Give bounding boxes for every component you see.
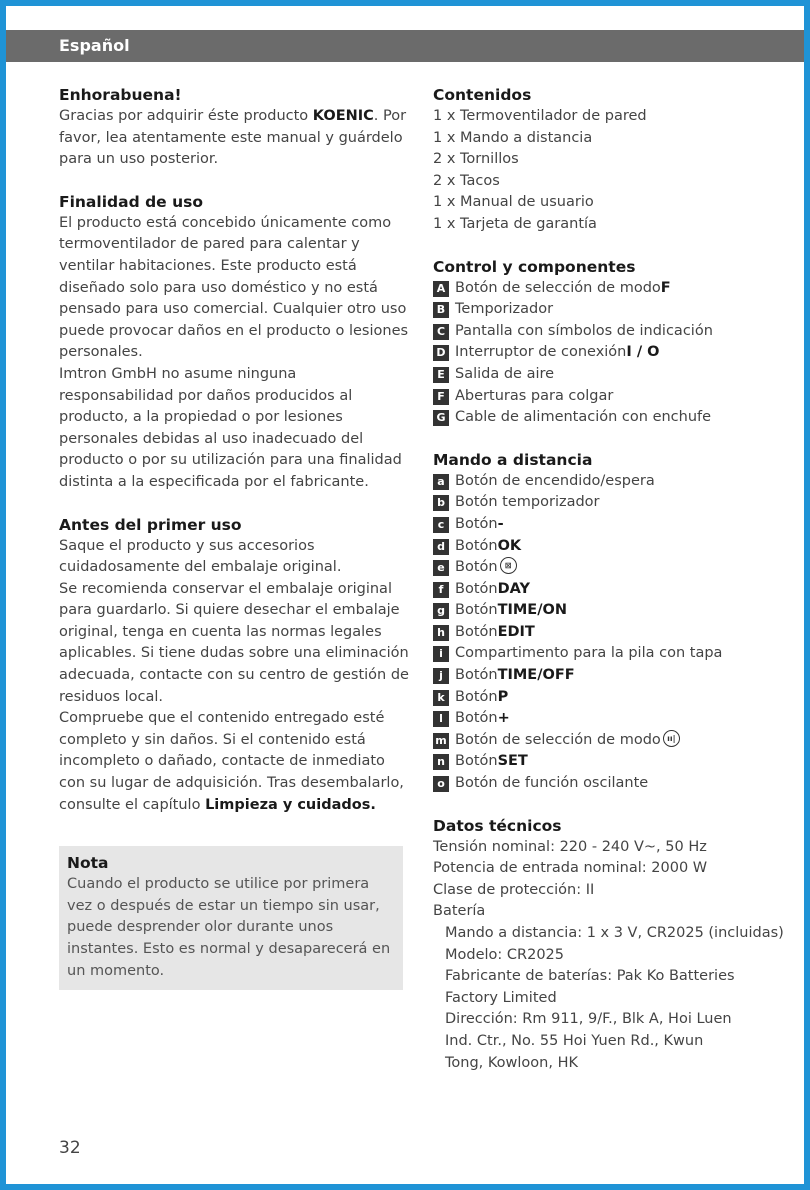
key-badge: k (433, 690, 449, 706)
key-badge: e (433, 560, 449, 576)
before-use-title: Antes del primer uso (59, 515, 242, 534)
cleaning-chapter-ref: Limpieza y cuidados. (205, 796, 376, 813)
purpose-section (59, 191, 409, 494)
key-badge: d (433, 539, 449, 555)
battery-line: Dirección: Rm 911, 9/F., Blk A, Hoi Luen Ind. Ctr., No. 55 Hoi Yuen Rd., Kwun Tong, Kowloon, HK (445, 1011, 732, 1071)
key-badge: c (433, 517, 449, 533)
manual-page (6, 6, 804, 1184)
control-item: F Aberturas para colgar (433, 386, 798, 408)
right-column (433, 84, 798, 1074)
contents-item: 2 x Tacos (433, 172, 500, 189)
contents-item: 2 x Tornillos (433, 151, 519, 168)
remote-section (433, 449, 798, 795)
tech-line: Batería (433, 903, 486, 920)
before-use-paragraph-2: Se recomienda conservar el embalaje original para guardarlo. Si quiere desechar el embalaje original, tenga en cuenta las normas legales aplicables. Si tiene dudas sobre una eliminación adecuada, contacte con su centro de gestión de residuos local. (59, 580, 409, 705)
key-badge: o (433, 776, 449, 792)
controls-title: Control y componentes (433, 257, 636, 276)
key-badge: a (433, 474, 449, 490)
key-badge: g (433, 603, 449, 619)
key-badge: l (433, 711, 449, 727)
timer-symbol-icon: ⊠ (500, 557, 517, 574)
key-badge: f (433, 582, 449, 598)
remote-item: j Botón TIME/OFF (433, 665, 798, 687)
congrats-text: Gracias por adquirir éste producto KOENIC. Por favor, lea atentamente este manual y guárdelo para un uso posterior. (59, 108, 407, 168)
key-badge: B (433, 302, 449, 318)
fan-level-symbol-icon: ıı| (663, 730, 680, 747)
contents-item: 1 x Termoventilador de pared (433, 108, 647, 124)
remote-item: m Botón de selección de modo ıı| (433, 730, 798, 752)
before-use-paragraph-1: Saque el producto y sus accesorios cuidadosamente del embalaje original. (59, 537, 342, 576)
tech-line: Potencia de entrada nominal: 2000 W (433, 860, 708, 877)
contents-item: 1 x Tarjeta de garantía (433, 215, 597, 232)
congrats-section (59, 84, 409, 171)
contents-section (433, 84, 798, 236)
contents-title: Contenidos (433, 86, 532, 104)
remote-item: f Botón DAY (433, 579, 798, 601)
key-badge: j (433, 668, 449, 684)
control-item: B Temporizador (433, 299, 798, 321)
left-column (59, 84, 409, 990)
remote-item: o Botón de función oscilante (433, 773, 798, 795)
remote-item: a Botón de encendido/espera (433, 471, 798, 493)
language-header: Español (6, 30, 804, 62)
congrats-title: Enhorabuena! (59, 86, 182, 104)
liability-paragraph: Imtron GmbH no asume ninguna responsabilidad por daños producidos al producto, a la propiedad o por lesiones personales debidas al uso inadecuado del producto o por su utilización para una finalidad distinta a la especificada por el fabricante. (59, 365, 402, 490)
key-badge: m (433, 733, 449, 749)
remote-item: h Botón EDIT (433, 622, 798, 644)
remote-item: c Botón - (433, 514, 798, 536)
before-use-paragraph-3: Compruebe que el contenido entregado esté completo y sin daños. Si el contenido está incompleto o dañado, contacte de inmediato con su lugar de adquisición. Tras desembalarlo, consulte el capítulo Limpieza y cuidados. (59, 710, 404, 813)
note-title: Nota (67, 854, 109, 873)
note-text: Cuando el producto se utilice por primera vez o después de estar un tiempo sin usar, puede desprender olor durante unos instantes. Esto es normal y desaparecerá en un momento. (67, 876, 391, 979)
key-badge: A (433, 281, 449, 297)
remote-item: i Compartimento para la pila con tapa (433, 643, 798, 665)
tech-line: Tensión nominal: 220 - 240 V~, 50 Hz (433, 838, 707, 855)
page-number: 32 (59, 1138, 81, 1158)
key-badge: E (433, 367, 449, 383)
remote-item: g Botón TIME/ON (433, 600, 798, 622)
control-item: A Botón de selección de modo F (433, 278, 798, 300)
key-badge: b (433, 495, 449, 511)
remote-item: k Botón P (433, 687, 798, 709)
remote-item: b Botón temporizador (433, 492, 798, 514)
tech-title: Datos técnicos (433, 816, 562, 835)
remote-item: n Botón SET (433, 751, 798, 773)
remote-item: l Botón + (433, 708, 798, 730)
tech-line: Clase de protección: II (433, 881, 595, 898)
tech-section (433, 815, 798, 1075)
brand-name: KOENIC (312, 108, 374, 124)
key-badge: D (433, 345, 449, 361)
key-badge: F (433, 389, 449, 405)
purpose-paragraph: El producto está concebido únicamente como termoventilador de pared para calentar y ventilar habitaciones. Este producto está diseñado solo para uso doméstico y no está pensado para uso comercial. Cualquier otro uso puede provocar daños en el producto o lesiones personales. (59, 214, 409, 361)
remote-title: Mando a distancia (433, 450, 593, 469)
battery-line: Mando a distancia: 1 x 3 V, CR2025 (incluidas) (445, 925, 784, 941)
battery-line: Modelo: CR2025 (445, 946, 565, 963)
contents-item: 1 x Manual de usuario (433, 194, 594, 211)
purpose-title: Finalidad de uso (59, 192, 203, 211)
control-item: C Pantalla con símbolos de indicación (433, 321, 798, 343)
control-item: G Cable de alimentación con enchufe (433, 407, 798, 429)
before-use-section (59, 514, 409, 817)
controls-section (433, 256, 798, 429)
contents-item: 1 x Mando a distancia (433, 129, 593, 146)
key-badge: i (433, 646, 449, 662)
note-box (59, 846, 403, 990)
battery-line: Fabricante de baterías: Pak Ko Batteries Factory Limited (445, 968, 735, 1006)
control-item: D Interruptor de conexión I / O (433, 342, 798, 364)
key-badge: C (433, 324, 449, 340)
remote-item: e Botón ⊠ (433, 557, 798, 579)
control-item: E Salida de aire (433, 364, 798, 386)
remote-item: d Botón OK (433, 536, 798, 558)
key-badge: n (433, 754, 449, 770)
key-badge: G (433, 410, 449, 426)
key-badge: h (433, 625, 449, 641)
